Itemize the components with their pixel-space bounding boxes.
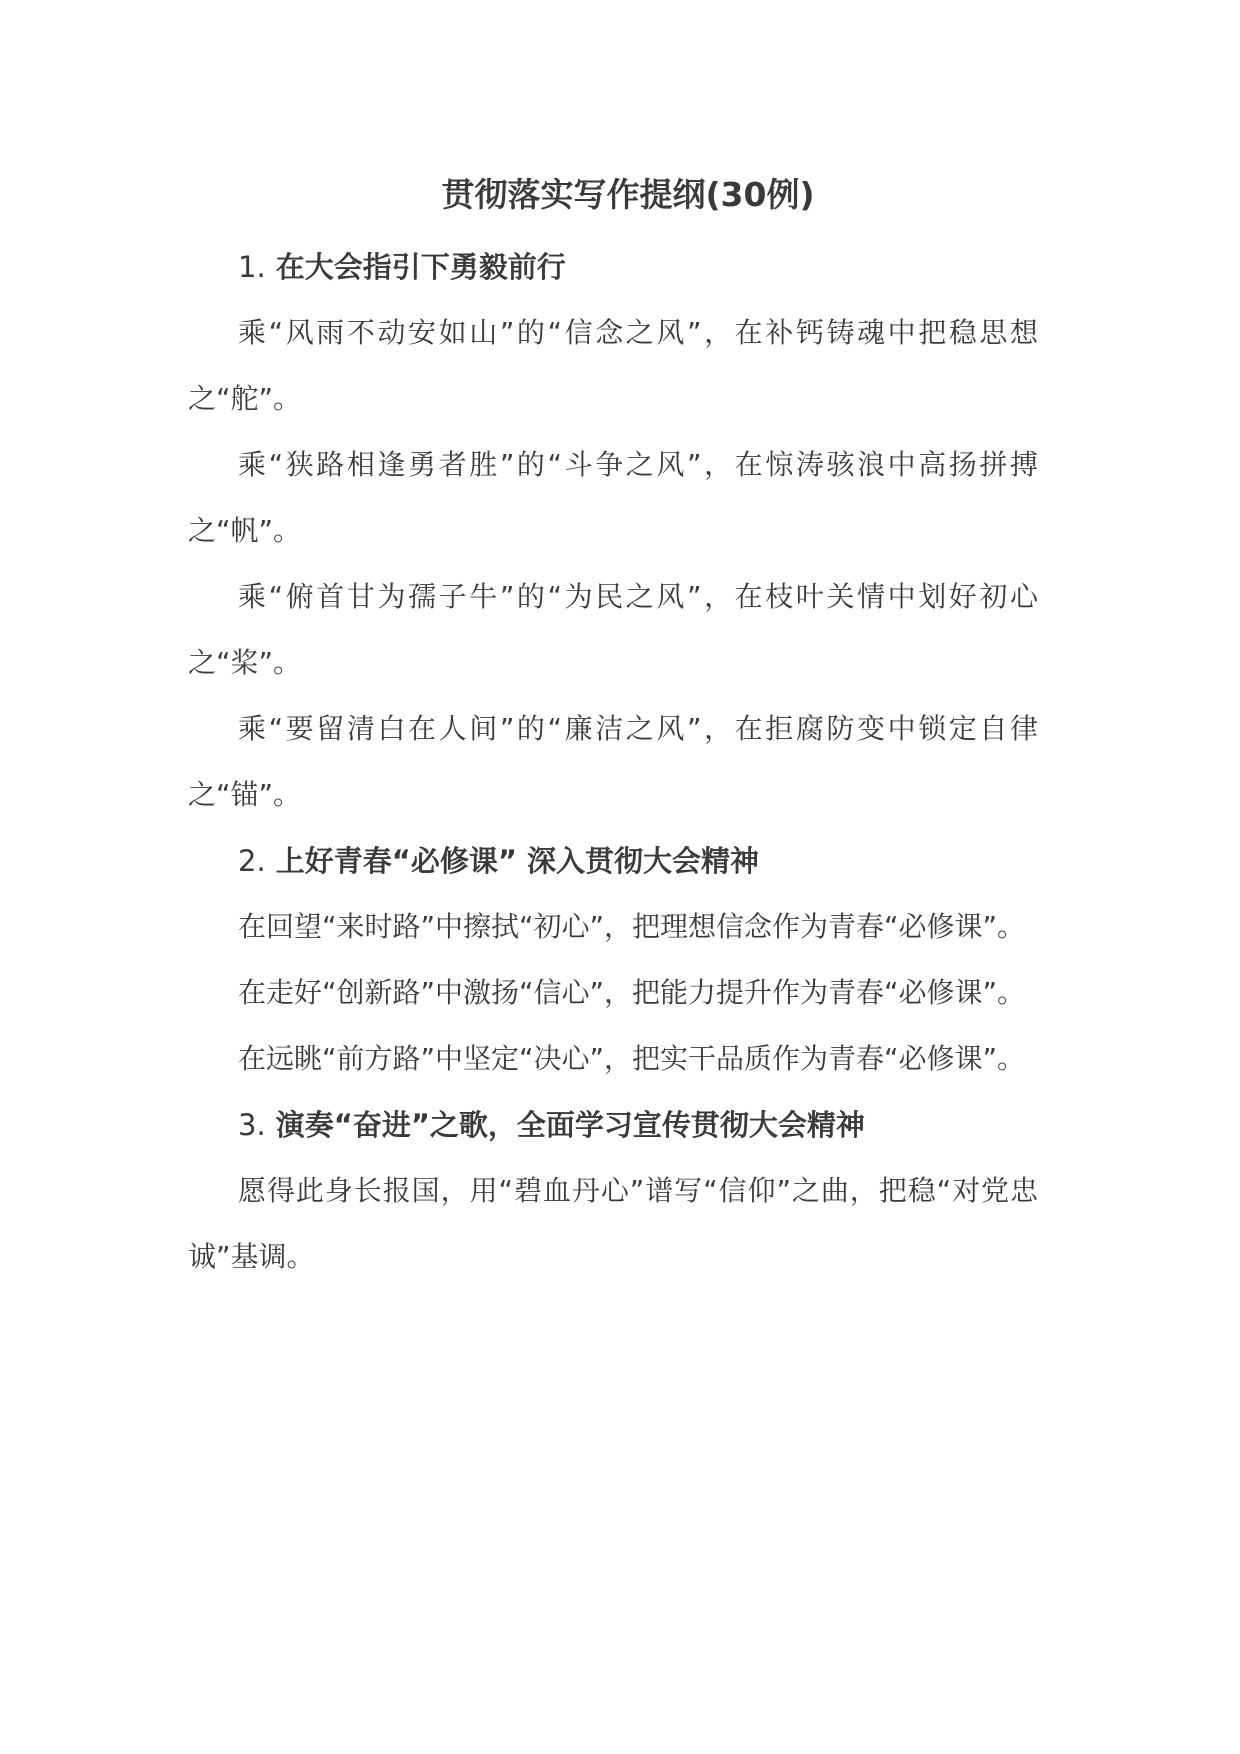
section-number: 1. — [238, 250, 266, 284]
paragraph: 愿得此身长报国，用“碧血丹心”谱写“信仰”之曲，把稳“对党忠诚”基调。 — [188, 1174, 1038, 1273]
section-title: 演奏“奋进”之歌，全面学习宣传贯彻大会精神 — [275, 1108, 865, 1142]
paragraph: 乘“狭路相逢勇者胜”的“斗争之风”，在惊涛骇浪中高扬拼搏之“帆”。 — [188, 448, 1038, 547]
section-heading-3 — [188, 1092, 1038, 1158]
section-heading-2 — [188, 828, 1038, 894]
paragraph: 在回望“来时路”中擦拭“初心”，把理想信念作为青春“必修课”。 — [238, 910, 1026, 943]
paragraph: 乘“要留清白在人间”的“廉洁之风”，在拒腐防变中锁定自律之“锚”。 — [188, 712, 1038, 811]
section-title: 上好青春“必修课” 深入贯彻大会精神 — [275, 844, 759, 878]
paragraph: 在远眺“前方路”中坚定“决心”，把实干品质作为青春“必修课”。 — [238, 1042, 1026, 1075]
section-number: 2. — [238, 844, 266, 878]
section-title: 在大会指引下勇毅前行 — [275, 250, 566, 284]
document-body — [188, 170, 1038, 1290]
document-title: 贯彻落实写作提纲(30例) — [441, 175, 815, 214]
paragraph: 在走好“创新路”中激扬“信心”，把能力提升作为青春“必修课”。 — [238, 976, 1026, 1009]
section-heading-1 — [188, 234, 1038, 300]
section-number: 3. — [238, 1108, 266, 1142]
paragraph: 乘“俯首甘为孺子牛”的“为民之风”，在枝叶关情中划好初心之“桨”。 — [188, 580, 1038, 679]
paragraph: 乘“风雨不动安如山”的“信念之风”，在补钙铸魂中把稳思想之“舵”。 — [188, 316, 1038, 415]
